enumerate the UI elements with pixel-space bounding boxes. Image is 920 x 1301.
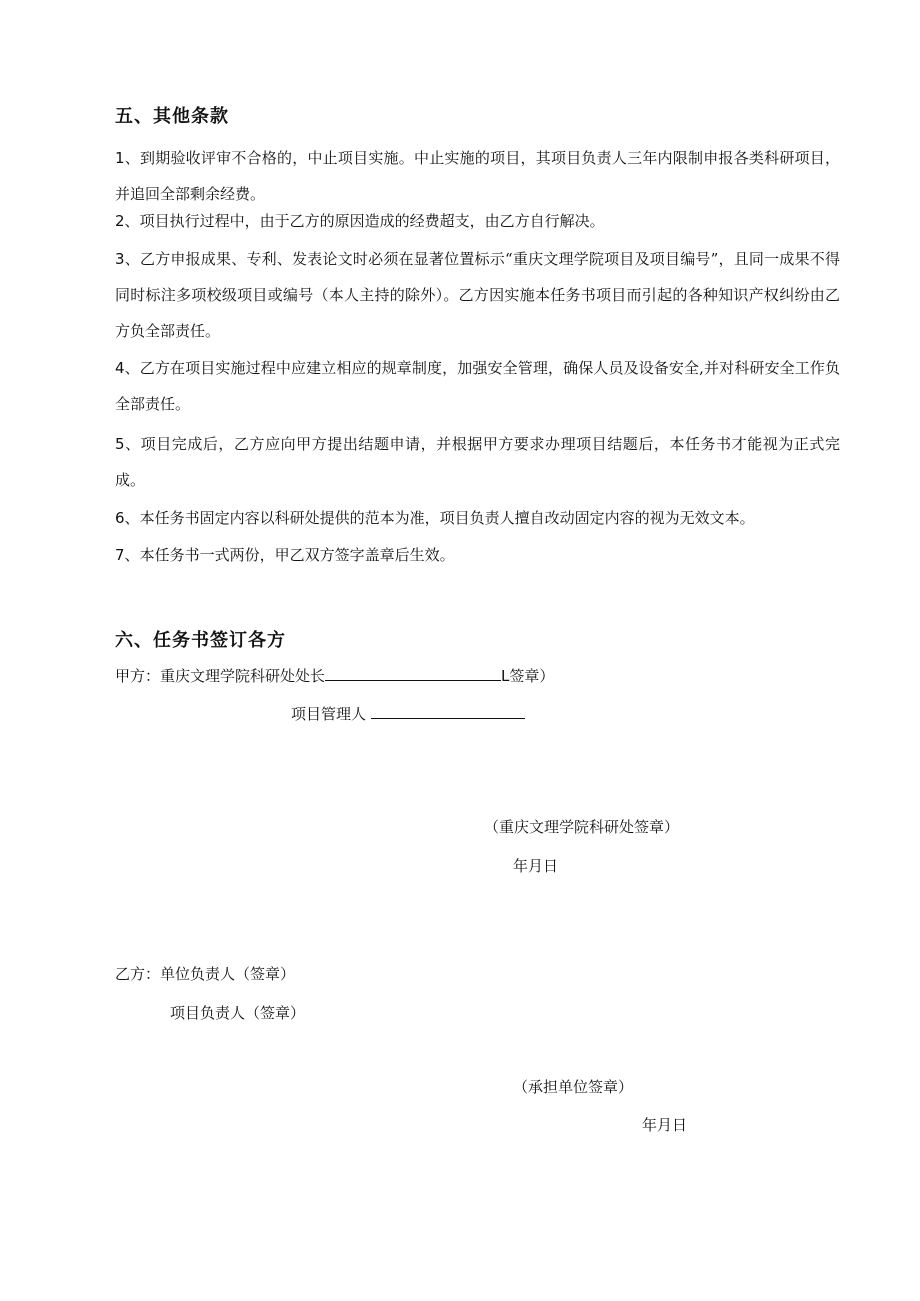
clause-3 [115, 241, 840, 349]
clause-text: 项目执行过程中，由于乙方的原因造成的经费超支，由乙方自行解决。 [139, 212, 605, 230]
clause-separator: 、 [124, 509, 140, 527]
clause-separator: 、 [124, 212, 140, 230]
clause-text: 乙方在项目实施过程中应建立相应的规章制度，加强安全管理，确保人员及设备安全,并对科研安全工作负全部责任。 [115, 359, 840, 413]
clause-number: 6 [115, 509, 125, 527]
section-6-title: 六、任务书签订各方 [115, 630, 286, 651]
clause-number: 5 [115, 435, 125, 453]
party-a-line [115, 665, 554, 686]
party-b-seal-label: （承担单位签章） [513, 1078, 634, 1096]
clause-6 [115, 500, 840, 536]
clause-text: 本任务书一式两份，甲乙双方签字盖章后生效。 [139, 546, 455, 564]
party-b-label: 乙方：单位负责人（签章） [115, 965, 296, 983]
clause-separator: 、 [124, 435, 141, 453]
party-b-date: 年月日 [642, 1116, 688, 1134]
clause-2 [115, 203, 840, 239]
manager-signature-line [371, 704, 525, 719]
party-b-project-leader: 项目负责人（签章） [170, 1004, 306, 1022]
clause-separator: 、 [124, 359, 140, 377]
section-5-title: 五、其他条款 [115, 106, 229, 127]
clause-separator: 、 [124, 149, 140, 167]
clause-text: 本任务书固定内容以科研处提供的范本为准，项目负责人擅自改动固定内容的视为无效文本。 [139, 509, 755, 527]
clause-7 [115, 537, 840, 573]
project-manager-label: 项目管理人 [291, 705, 367, 723]
clause-number: 3 [115, 250, 125, 268]
clause-separator: 、 [124, 546, 140, 564]
party-a-manager-line [291, 703, 525, 724]
clause-text: 到期验收评审不合格的，中止项目实施。中止实施的项目，其项目负责人三年内限制申报各类科研项目，并追回全部剩余经费。 [115, 149, 840, 203]
party-a-sign-suffix: 签章） [509, 667, 555, 685]
signature-mark: L [501, 667, 510, 685]
clause-number: 2 [115, 212, 125, 230]
signature-line [325, 666, 501, 681]
party-a-date: 年月日 [513, 857, 559, 875]
clause-1 [115, 140, 840, 212]
clause-separator: 、 [124, 250, 140, 268]
clause-number: 1 [115, 149, 125, 167]
clause-5 [115, 426, 840, 498]
clause-text: 项目完成后，乙方应向甲方提出结题申请，并根据甲方要求办理项目结题后，本任务书才能视为正式完成。 [115, 435, 840, 489]
party-a-seal-label: （重庆文理学院科研处签章） [484, 818, 680, 836]
clause-number: 4 [115, 359, 125, 377]
clause-4 [115, 350, 840, 422]
clause-number: 7 [115, 546, 125, 564]
party-a-label: 甲方：重庆文理学院科研处处长 [115, 667, 326, 685]
clause-text: 乙方申报成果、专利、发表论文时必须在显著位置标示“重庆文理学院项目及项目编号”，且同一成果不得同时标注多项校级项目或编号（本人主持的除外）。乙方因实施本任务书项目而引起的各种知识产权纠纷由乙方负全部责任。 [115, 250, 840, 340]
